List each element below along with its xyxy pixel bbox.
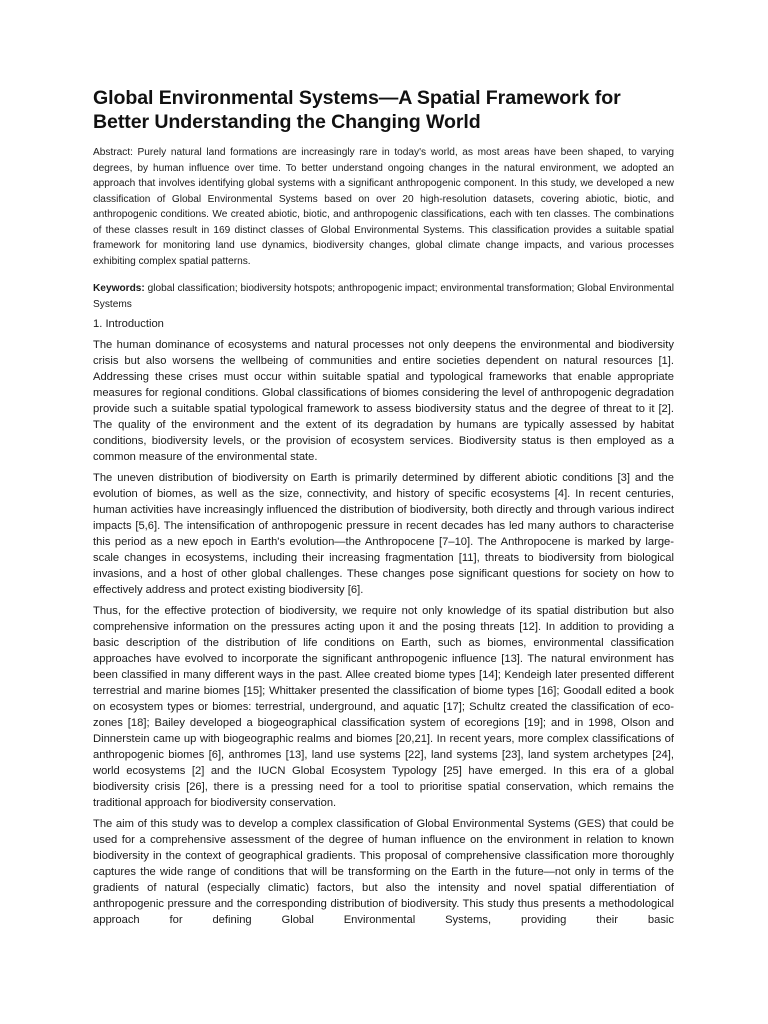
intro-paragraph-3: Thus, for the effective protection of biodiversity, we require not only knowledge of its spatial distribution but also comprehensive information on the pressures acting upon it and the posing threats [12]. In addition to providing a basic description of the distribution of life conditions on Earth, such as biomes, environmental classification approaches have evolved to incorporate the significant anthropogenic influence [13]. The natural environment has been classified in many different ways in the past. Allee created biome types [14]; Kendeigh later presented different terrestrial and marine biomes [15]; Whittaker presented the classification of biome types [16]; Goodall edited a book on ecosystem types or biomes: terrestrial, underground, and aquatic [17]; Schultz created the classification of eco-zones [18]; Bailey developed a biogeographical classification system of ecoregions [19]; and in 1998, Olson and Dinnerstein came up with biogeographic realms and biomes [20,21]. In recent years, more complex classifications of anthropogenic biomes [6], anthromes [13], land use systems [22], land systems [23], land system archetypes [24], world ecosystems [2] and the IUCN Global Ecosystem Typology [25] have emerged. In this era of a global biodiversity crisis [26], there is a pressing need for a tool to prioritise spatial conservation, which remains the traditional approach for biodiversity conservation. <box>93 605 674 809</box>
section-heading-introduction: 1. Introduction <box>93 318 164 330</box>
paper-title: Global Environmental Systems—A Spatial Framework for Better Understanding the Changing World <box>93 87 621 133</box>
intro-paragraph-2: The uneven distribution of biodiversity on Earth is primarily determined by different abiotic conditions [3] and the evolution of biomes, as well as the size, connectivity, and history of specific ecosystems [4]. In recent centuries, human activities have increasingly influenced the distribution of biodiversity, both directly and through various indirect impacts [5,6]. The intensification of anthropogenic pressure in recent decades has led many authors to characterise this period as a new epoch in Earth's evolution—the Anthropocene [7–10]. The Anthropocene is marked by large-scale changes in ecosystems, including their increasing fragmentation [11], threats to biodiversity from biological invasions, and a host of other global challenges. These changes pose significant questions for society on how to effectively address and protect existing biodiversity [6]. <box>93 472 674 596</box>
keywords <box>93 281 674 312</box>
paper-content <box>93 86 674 933</box>
keywords-label: Keywords: <box>93 283 145 294</box>
keywords-text: global classification; biodiversity hotspots; anthropogenic impact; environmental transformation; Global Environmental Systems <box>93 283 674 310</box>
intro-paragraph-1: The human dominance of ecosystems and natural processes not only deepens the environmental and biodiversity crisis but also worsens the wellbeing of communities and entire societies dependent on natural resources [1]. Addressing these crises must occur within suitable spatial and typological frameworks that enable appropriate measures for regional conditions. Global classifications of biomes considering the level of anthropogenic degradation provide such a suitable spatial typological framework to assess biodiversity status and the degree of threat to it [2]. The quality of the environment and the extent of its degradation by humans are typically assessed by habitat conditions, biodiversity levels, or the provision of ecosystem services. Biodiversity status is then employed as a common measure of the environmental state. <box>93 339 674 463</box>
abstract: Abstract: Purely natural land formations are increasingly rare in today's world, as most areas have been shaped, to varying degrees, by human influence over time. To better understand ongoing changes in the natural environment, we adopted an approach that involves identifying global systems with a significant anthropogenic component. In this study, we developed a new classification of Global Environmental Systems based on over 20 high-resolution datasets, covering abiotic, biotic, and anthropogenic conditions. We created abiotic, biotic, and anthropogenic classifications, each with ten classes. The combinations of these classes result in 169 distinct classes of Global Environmental Systems. This classification provides a suitable spatial framework for monitoring land use dynamics, biodiversity changes, global climate change impacts, and various processes exhibiting complex spatial patterns. <box>93 147 674 267</box>
intro-paragraph-4: The aim of this study was to develop a complex classification of Global Environmental Systems (GES) that could be used for a comprehensive assessment of the degree of human influence on the environment in relation to known biodiversity in the context of geographical gradients. This proposal of comprehensive classification more thoroughly captures the wide range of conditions that will be transforming on the Earth in the future—not only in terms of the gradients of natural (especially climatic) factors, but also the intensity and novel spatial differentiation of anthropogenic pressure and the corresponding distribution of biodiversity. This study thus presents a methodological approach for defining Global Environmental Systems, providing their basic <box>93 818 674 926</box>
